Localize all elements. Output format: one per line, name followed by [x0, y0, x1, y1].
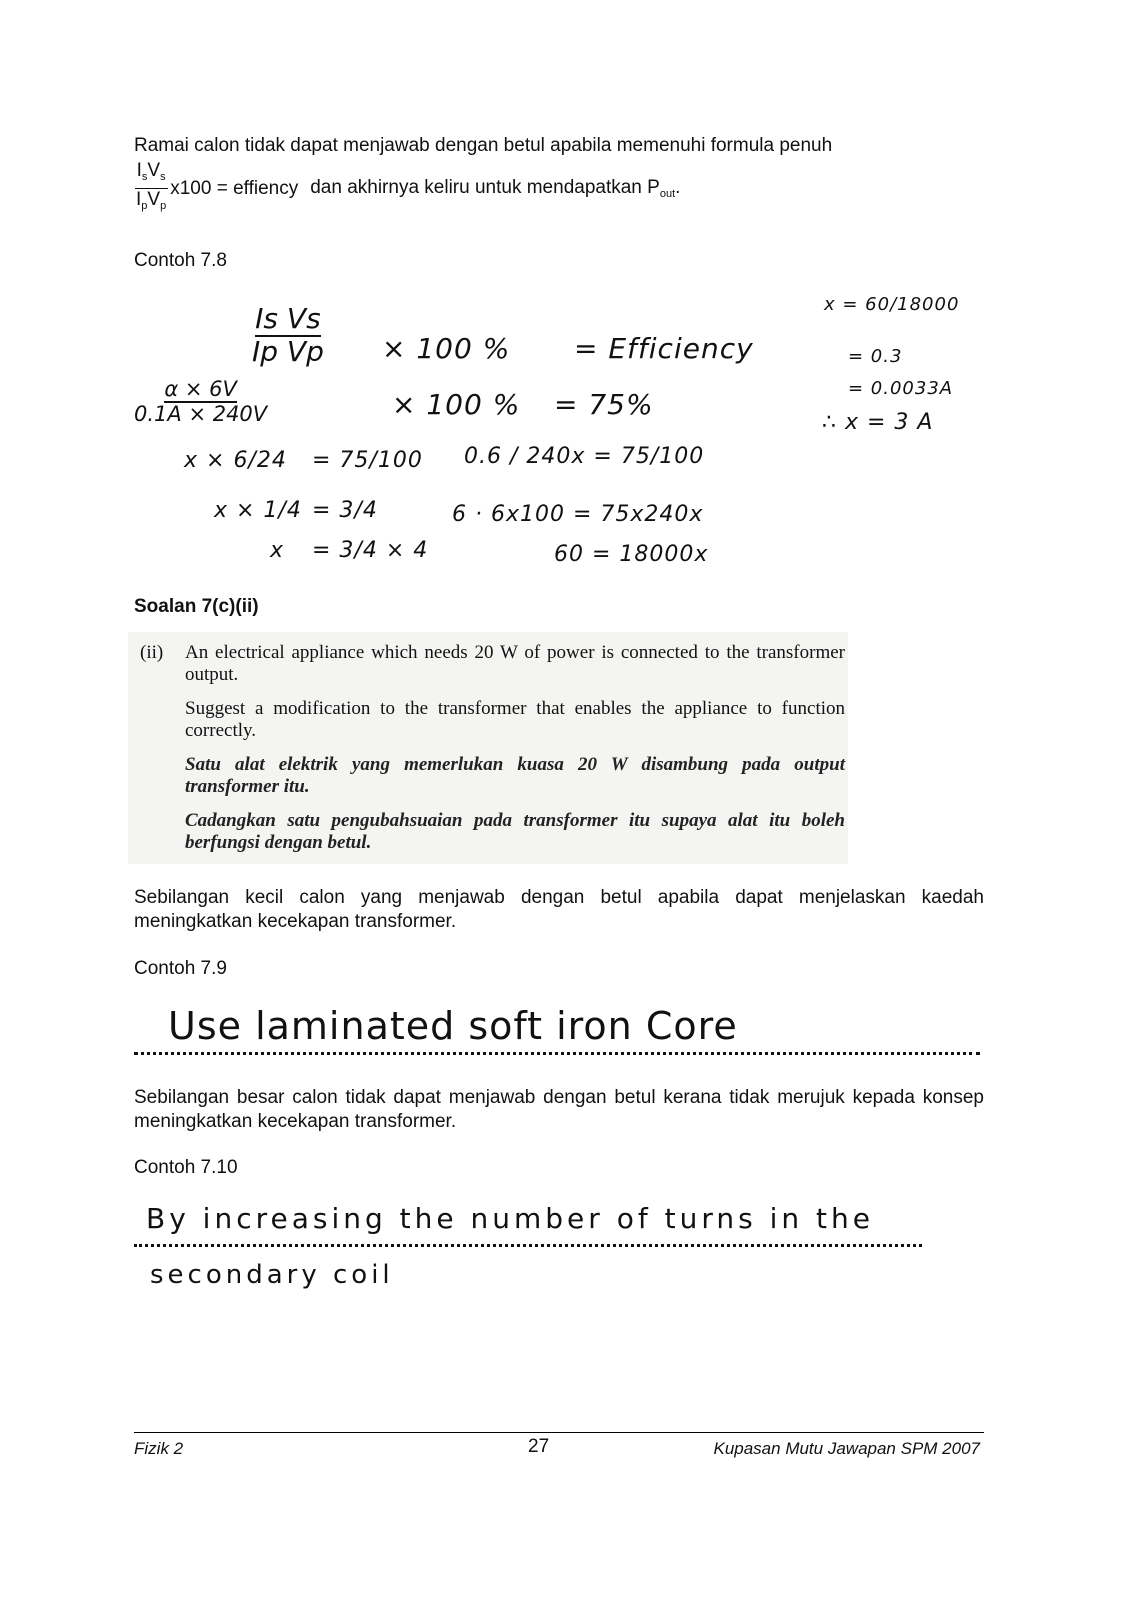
answer-line-7-10 — [134, 1244, 922, 1247]
hw-mid1: 0.6 / 240x = 75/100 — [464, 444, 705, 469]
example-7-10-label: Contoh 7.10 — [134, 1157, 238, 1178]
question-heading: Soalan 7(c)(ii) — [134, 596, 259, 617]
answer-7-10-line2: secondary coil — [150, 1260, 394, 1290]
hw-right4: ∴ x = 3 A — [822, 410, 934, 435]
hw-left4-eq: = 3/4 × 4 — [312, 538, 429, 563]
hw-mid2: 6 · 6x100 = 75x240x — [452, 502, 704, 527]
question-box — [128, 632, 848, 864]
hw-right1: x = 60/18000 — [824, 294, 960, 315]
footer-title: Kupasan Mutu Jawapan SPM 2007 — [713, 1439, 980, 1458]
formula-tail: dan akhirnya keliru untuk mendapatkan $P_{out}$. — [310, 177, 681, 200]
hw-right3: = 0.0033A — [848, 378, 954, 399]
hw-top-rhs: × 100 % — [382, 332, 511, 365]
formula-fraction: $\frac{I_sV_s}{I_pV_p}$ — [136, 160, 167, 212]
efficiency-formula — [134, 160, 680, 217]
answer-line-7-9 — [134, 1052, 980, 1055]
hw-left1-frac: $\frac{\alpha \times 6V}{0.1A \times 240V}$ — [134, 377, 268, 427]
hw-mid3: 60 = 18000x — [554, 542, 709, 567]
hw-left3: x × 1/4 — [214, 498, 302, 523]
question-en-2: Suggest a modification to the transformer that enables the appliance to function correctly. — [185, 698, 845, 741]
question-number: (ii) — [140, 642, 164, 663]
answer-7-9: Use laminated soft iron Core — [168, 1004, 738, 1048]
hw-left4: x — [270, 538, 285, 563]
handwritten-working-7-8 — [134, 280, 984, 580]
question-ms-1: Satu alat elektrik yang memerlukan kuasa 20 W disambung pada output transformer itu. — [185, 754, 845, 797]
hw-left1-eq: = 75% — [554, 388, 654, 421]
example-7-8-label: Contoh 7.8 — [134, 250, 227, 271]
hw-left1-rhs: × 100 % — [392, 388, 521, 421]
hw-frac-top: $\frac{\text{Is Vs}}{\text{Ip Vp}}$ — [252, 302, 324, 368]
example-7-9-label: Contoh 7.9 — [134, 958, 227, 979]
hw-left2-eq: = 75/100 — [312, 448, 423, 473]
hw-top-eq: = Efficiency — [574, 332, 754, 365]
intro-text: Ramai calon tidak dapat menjawab dengan betul apabila memenuhi formula penuh — [134, 135, 833, 156]
paragraph-3: Sebilangan besar calon tidak dapat menjawab dengan betul kerana tidak merujuk kepada konsep meningkatkan kecekapan transformer. — [134, 1087, 984, 1132]
hw-left2: x × 6/24 — [184, 448, 287, 473]
formula-rhs: x100 = effiency — [170, 177, 299, 199]
question-en-1: An electrical appliance which needs 20 W of power is connected to the transformer output. — [185, 642, 845, 685]
paragraph-2: Sebilangan kecil calon yang menjawab dengan betul apabila dapat menjelaskan kaedah meningkatkan kecekapan transformer. — [134, 887, 984, 932]
question-ms-2: Cadangkan satu pengubahsuaian pada transformer itu supaya alat itu boleh berfungsi dengan betul. — [185, 810, 845, 853]
hw-left3-eq: = 3/4 — [312, 498, 378, 523]
footer-rule — [134, 1432, 984, 1433]
hw-right2: = 0.3 — [848, 346, 903, 367]
answer-7-10-line1: By increasing the number of turns in the — [146, 1202, 874, 1235]
page-number: 27 — [528, 1436, 550, 1457]
footer-subject: Fizik 2 — [134, 1439, 184, 1458]
